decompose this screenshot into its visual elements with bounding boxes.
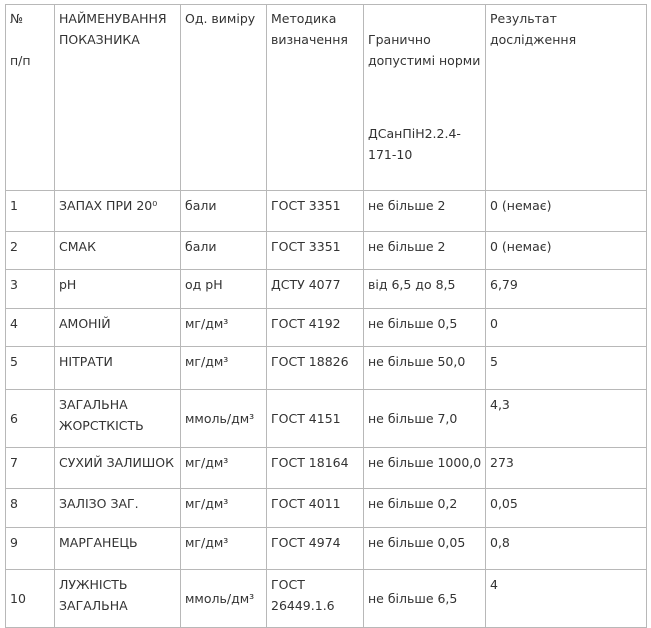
- row-result: 0 (немає): [486, 232, 647, 270]
- header-norm-title: Гранично допустимі норми: [368, 32, 481, 68]
- row-result: 0,8: [486, 528, 647, 570]
- row-result: 0: [486, 309, 647, 347]
- row-norm: не більше 2: [364, 191, 486, 232]
- row-norm: не більше 0,2: [364, 489, 486, 528]
- row-number: 10: [6, 570, 55, 628]
- row-indicator: ЛУЖНІСТЬ ЗАГАЛЬНА: [55, 570, 181, 628]
- table-row: [6, 489, 647, 528]
- row-indicator: ЗАПАХ ПРИ 20⁰: [55, 191, 181, 232]
- row-unit: мг/дм³: [181, 347, 267, 390]
- row-method: ГОСТ 4192: [267, 309, 364, 347]
- row-norm: не більше 0,05: [364, 528, 486, 570]
- row-method: ГОСТ 4151: [267, 390, 364, 448]
- row-number: 7: [6, 448, 55, 489]
- table-row: [6, 232, 647, 270]
- row-number: 1: [6, 191, 55, 232]
- row-indicator: СУХИЙ ЗАЛИШОК: [55, 448, 181, 489]
- row-result: 4,3: [486, 390, 647, 448]
- row-norm: не більше 0,5: [364, 309, 486, 347]
- row-method: ДСТУ 4077: [267, 270, 364, 309]
- row-unit: мг/дм³: [181, 448, 267, 489]
- row-number: 3: [6, 270, 55, 309]
- row-unit: мг/дм³: [181, 489, 267, 528]
- row-norm: не більше 1000,0: [364, 448, 486, 489]
- row-number: 9: [6, 528, 55, 570]
- row-indicator: ЗАЛІЗО ЗАГ.: [55, 489, 181, 528]
- row-result: 0 (немає): [486, 191, 647, 232]
- row-result: 5: [486, 347, 647, 390]
- row-unit: мг/дм³: [181, 309, 267, 347]
- row-method: ГОСТ 3351: [267, 232, 364, 270]
- table-row: [6, 570, 647, 628]
- row-method: ГОСТ 18826: [267, 347, 364, 390]
- header-norm-gap: [368, 92, 482, 102]
- row-number: 8: [6, 489, 55, 528]
- row-result: 6,79: [486, 270, 647, 309]
- table-row: [6, 191, 647, 232]
- row-indicator: СМАК: [55, 232, 181, 270]
- row-method: ГОСТ 4974: [267, 528, 364, 570]
- row-norm: не більше 6,5: [364, 570, 486, 628]
- table-row: [6, 309, 647, 347]
- row-result: 4: [486, 570, 647, 628]
- row-indicator: АМОНІЙ: [55, 309, 181, 347]
- row-method: ГОСТ 4011: [267, 489, 364, 528]
- row-unit: мг/дм³: [181, 528, 267, 570]
- table-row: [6, 270, 647, 309]
- row-unit: ммоль/дм³: [181, 570, 267, 628]
- table-row: [6, 528, 647, 570]
- table-row: [6, 390, 647, 448]
- row-norm: не більше 2: [364, 232, 486, 270]
- row-method: ГОСТ 3351: [267, 191, 364, 232]
- row-method: ГОСТ 26449.1.6: [267, 570, 364, 628]
- row-norm: від 6,5 до 8,5: [364, 270, 486, 309]
- header-unit: Од. виміру: [181, 5, 267, 191]
- header-norm-standard: ДСанПіН2.2.4-171-10: [368, 126, 461, 162]
- header-row: [6, 5, 647, 191]
- row-number: 2: [6, 232, 55, 270]
- row-result: 0,05: [486, 489, 647, 528]
- row-number: 4: [6, 309, 55, 347]
- row-unit: бали: [181, 191, 267, 232]
- header-method: Методика визначення: [267, 5, 364, 191]
- water-analysis-table: [5, 4, 647, 628]
- row-indicator: ЗАГАЛЬНА ЖОРСТКІСТЬ: [55, 390, 181, 448]
- header-result: Результат дослідження: [486, 5, 647, 191]
- row-norm: не більше 50,0: [364, 347, 486, 390]
- row-unit: бали: [181, 232, 267, 270]
- row-number: 5: [6, 347, 55, 390]
- table-row: [6, 448, 647, 489]
- row-indicator: рН: [55, 270, 181, 309]
- row-unit: ммоль/дм³: [181, 390, 267, 448]
- table-row: [6, 347, 647, 390]
- header-number: № п/п: [6, 5, 55, 191]
- row-indicator: НІТРАТИ: [55, 347, 181, 390]
- row-unit: од рН: [181, 270, 267, 309]
- header-norm: [364, 5, 486, 191]
- row-result: 273: [486, 448, 647, 489]
- row-number: 6: [6, 390, 55, 448]
- header-indicator: НАЙМЕНУВАННЯ ПОКАЗНИКА: [55, 5, 181, 191]
- row-norm: не більше 7,0: [364, 390, 486, 448]
- row-method: ГОСТ 18164: [267, 448, 364, 489]
- row-indicator: МАРГАНЕЦЬ: [55, 528, 181, 570]
